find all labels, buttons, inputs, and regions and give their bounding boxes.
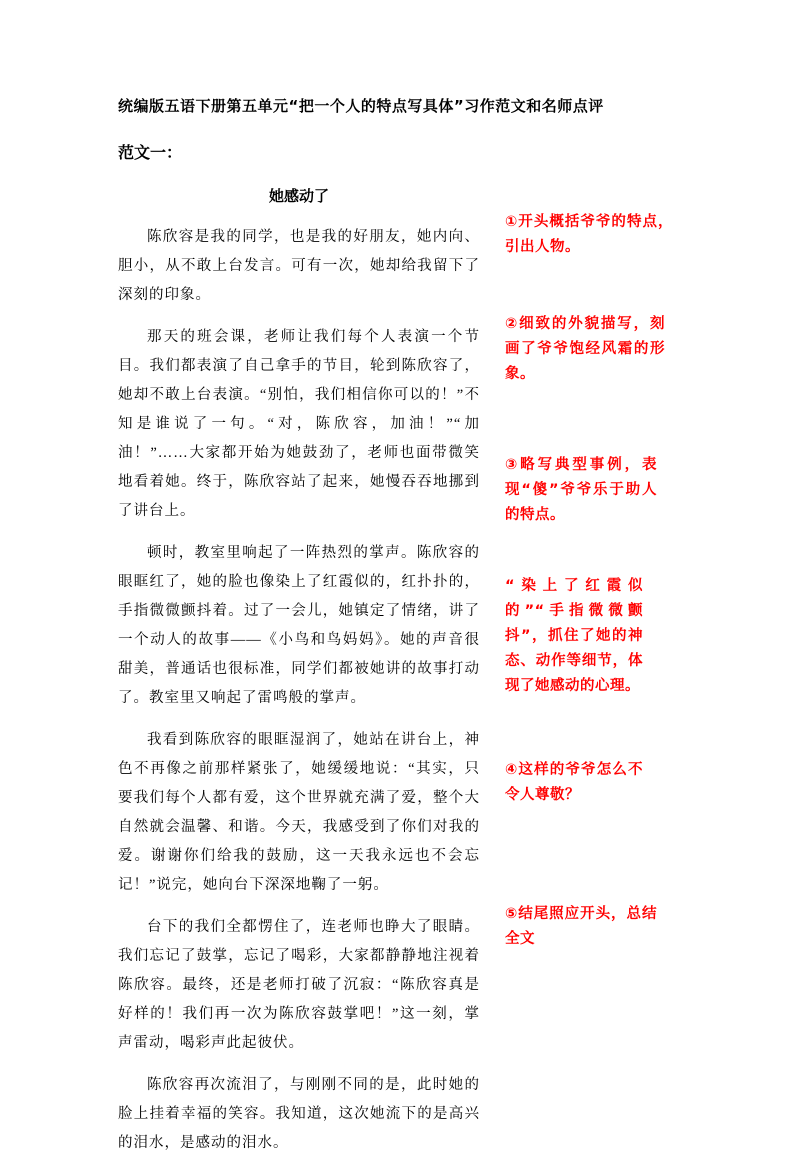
annotation-note-4: “染上了红霞似的”“手指微微颤抖”，抓住了她的神态、动作等细节，体现了她感动的心理。: [505, 578, 643, 694]
annotation-note-2: ②细致的外貌描写，刻画了爷爷饱经风霜的形象。: [505, 316, 665, 382]
essay-paragraph-4: 我看到陈欣容的眼眶湿润了，她站在讲台上，神色不再像之前那样紧张了，她缓缓地说：“其实，只要我们每个人都有爱，这个世界就充满了爱，整个大自然就会温馨、和谐。今天，我感受到了你们对我的爱。谢谢你们给我的鼓励，这一天我永远也不会忘记！”说完，她向台下深深地鞠了一躬。: [118, 732, 480, 893]
essay-paragraph-5: 台下的我们全都愣住了，连老师也睁大了眼睛。我们忘记了鼓掌，忘记了喝彩，大家都静静地注视着陈欣容。最终，还是老师打破了沉寂：“陈欣容真是好样的！我们再一次为陈欣容鼓掌吧！”这一刻，掌声雷动，喝彩声此起彼伏。: [118, 919, 480, 1051]
section-label: 范文一：: [118, 143, 183, 162]
annotation-note-1: ①开头概括爷爷的特点，引出人物。: [505, 214, 673, 255]
essay-title: 她感动了: [268, 187, 329, 205]
annotation-note-3: ③略写典型事例，表现“傻”爷爷乐于助人的特点。: [505, 457, 657, 523]
essay-paragraph-3: 顿时，教室里响起了一阵热烈的掌声。陈欣容的眼眶红了，她的脸也像染上了红霞似的，红扑扑的，手指微微颤抖着。过了一会儿，她镇定了情绪，讲了一个动人的故事——《小鸟和鸟妈妈》。她的声音很甜美，普通话也很标准，同学们都被她讲的故事打动了。教室里又响起了雷鸣般的掌声。: [118, 545, 480, 706]
essay-paragraph-2: 那天的班会课，老师让我们每个人表演一个节目。我们都表演了自己拿手的节目，轮到陈欣容了，她却不敢上台表演。“别怕，我们相信你可以的！”不知是谁说了一句。“对，陈欣容，加油！”“加油！”……大家都开始为她鼓劲了，老师也面带微笑地看着她。终于，陈欣容站了起来，她慢吞吞地挪到了讲台上。: [118, 329, 480, 519]
annotation-note-6: ⑤结尾照应开头，总结全文: [505, 906, 657, 947]
essay-paragraph-6: 陈欣容再次流泪了，与刚刚不同的是，此时她的脸上挂着幸福的笑容。我知道，这次她流下的是高兴的泪水，是感动的泪水。: [118, 1077, 480, 1151]
annotation-note-5: ④这样的爷爷怎么不令人尊敬？: [505, 762, 643, 803]
essay-body: [118, 182, 480, 1171]
document-title: 统编版五语下册第五单元“把一个人的特点写具体”习作范文和名师点评: [118, 97, 604, 115]
essay-paragraph-1: 陈欣容是我的同学，也是我的好朋友，她内向、胆小，从不敢上台发言。可有一次，她却给我留下了深刻的印象。: [118, 229, 480, 303]
